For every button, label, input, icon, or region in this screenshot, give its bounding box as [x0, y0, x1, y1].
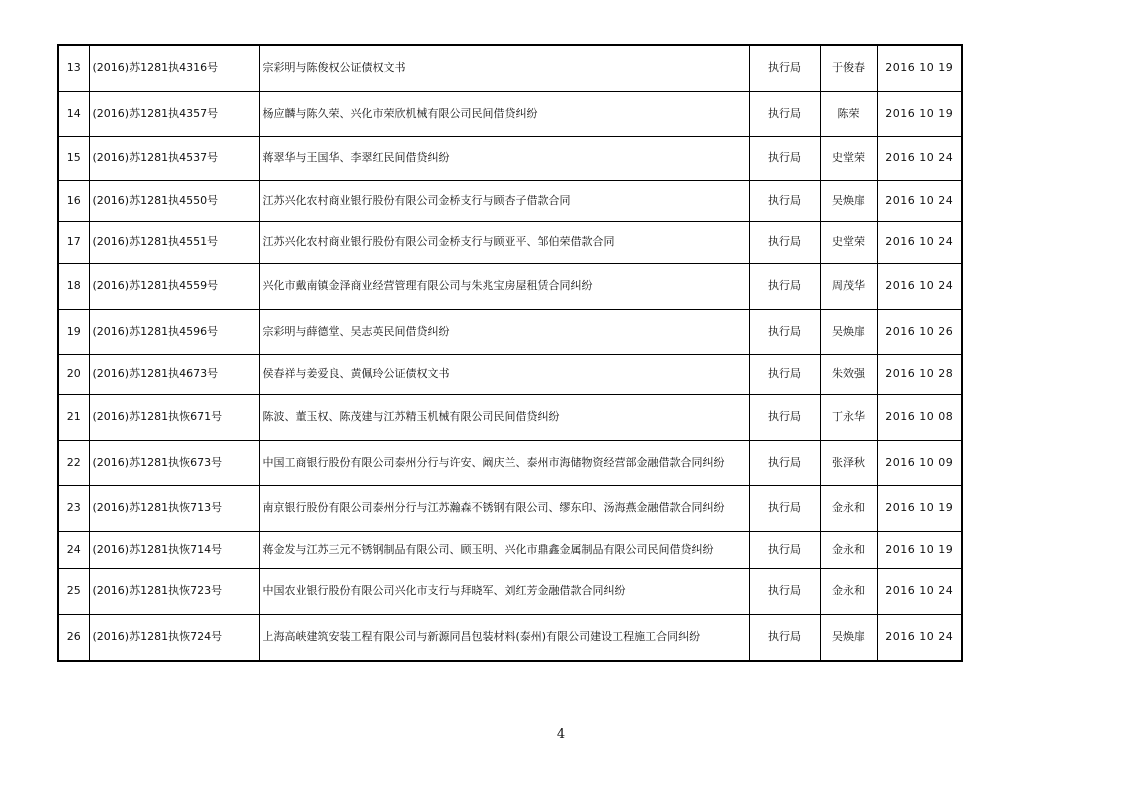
filing-date: 2016 10 24: [877, 568, 962, 614]
row-number: 18: [58, 263, 89, 309]
filing-date: 2016 10 24: [877, 136, 962, 180]
judge-name: 金永和: [820, 531, 877, 568]
case-title: 蒋金发与江苏三元不锈钢制品有限公司、顾玉明、兴化市鼎鑫金属制品有限公司民间借贷纠纷: [259, 531, 749, 568]
case-title: 南京银行股份有限公司泰州分行与江苏瀚森不锈钢有限公司、缪东印、汤海燕金融借款合同纠纷: [259, 485, 749, 531]
case-number: (2016)苏1281执恢671号: [89, 394, 259, 440]
judge-name: 金永和: [820, 485, 877, 531]
table-row: [58, 221, 962, 263]
row-number: 24: [58, 531, 89, 568]
row-number: 17: [58, 221, 89, 263]
judge-name: 周茂华: [820, 263, 877, 309]
judge-name: 于俊春: [820, 45, 877, 91]
case-number: (2016)苏1281执4357号: [89, 91, 259, 136]
case-title: 江苏兴化农村商业银行股份有限公司金桥支行与顾杏子借款合同: [259, 180, 749, 221]
case-number: (2016)苏1281执4550号: [89, 180, 259, 221]
page-number: 4: [556, 727, 566, 742]
judge-name: 陈荣: [820, 91, 877, 136]
department: 执行局: [749, 136, 820, 180]
filing-date: 2016 10 19: [877, 91, 962, 136]
judge-name: 丁永华: [820, 394, 877, 440]
case-number: (2016)苏1281执恢723号: [89, 568, 259, 614]
filing-date: 2016 10 26: [877, 309, 962, 354]
case-title: 上海高峡建筑安装工程有限公司与新源同昌包装材料(泰州)有限公司建设工程施工合同纠纷: [259, 614, 749, 661]
case-number: (2016)苏1281执4559号: [89, 263, 259, 309]
case-title: 宗彩明与薛德堂、吴志英民间借贷纠纷: [259, 309, 749, 354]
case-title: 江苏兴化农村商业银行股份有限公司金桥支行与顾亚平、邹伯荣借款合同: [259, 221, 749, 263]
case-number: (2016)苏1281执4537号: [89, 136, 259, 180]
case-title: 侯春祥与姜爱良、黄佩玲公证债权文书: [259, 354, 749, 394]
department: 执行局: [749, 568, 820, 614]
table-row: [58, 485, 962, 531]
department: 执行局: [749, 531, 820, 568]
table-row: [58, 136, 962, 180]
table-row: [58, 354, 962, 394]
table-row: [58, 568, 962, 614]
department: 执行局: [749, 485, 820, 531]
judge-name: 吴焕扉: [820, 614, 877, 661]
table-row: [58, 45, 962, 91]
table-row: [58, 263, 962, 309]
judge-name: 吴焕扉: [820, 309, 877, 354]
row-number: 21: [58, 394, 89, 440]
filing-date: 2016 10 19: [877, 485, 962, 531]
filing-date: 2016 10 19: [877, 531, 962, 568]
table-row: [58, 394, 962, 440]
case-title: 中国农业银行股份有限公司兴化市支行与拜晓军、刘红芳金融借款合同纠纷: [259, 568, 749, 614]
row-number: 16: [58, 180, 89, 221]
row-number: 14: [58, 91, 89, 136]
case-number: (2016)苏1281执恢714号: [89, 531, 259, 568]
row-number: 15: [58, 136, 89, 180]
filing-date: 2016 10 24: [877, 263, 962, 309]
case-number: (2016)苏1281执4673号: [89, 354, 259, 394]
row-number: 26: [58, 614, 89, 661]
department: 执行局: [749, 263, 820, 309]
judge-name: 史堂荣: [820, 136, 877, 180]
judge-name: 张泽秋: [820, 440, 877, 485]
department: 执行局: [749, 394, 820, 440]
department: 执行局: [749, 91, 820, 136]
row-number: 25: [58, 568, 89, 614]
table-row: [58, 440, 962, 485]
department: 执行局: [749, 309, 820, 354]
case-title: 陈波、董玉权、陈茂建与江苏精玉机械有限公司民间借贷纠纷: [259, 394, 749, 440]
case-number: (2016)苏1281执恢713号: [89, 485, 259, 531]
row-number: 22: [58, 440, 89, 485]
filing-date: 2016 10 28: [877, 354, 962, 394]
case-number: (2016)苏1281执4551号: [89, 221, 259, 263]
case-title: 蒋翠华与王国华、李翠红民间借贷纠纷: [259, 136, 749, 180]
table-row: [58, 531, 962, 568]
filing-date: 2016 10 24: [877, 180, 962, 221]
table-row: [58, 614, 962, 661]
row-number: 23: [58, 485, 89, 531]
case-number: (2016)苏1281执恢724号: [89, 614, 259, 661]
row-number: 19: [58, 309, 89, 354]
filing-date: 2016 10 24: [877, 614, 962, 661]
case-title: 兴化市戴南镇金泽商业经营管理有限公司与朱兆宝房屋租赁合同纠纷: [259, 263, 749, 309]
department: 执行局: [749, 221, 820, 263]
table-row: [58, 180, 962, 221]
judge-name: 吴焕扉: [820, 180, 877, 221]
filing-date: 2016 10 19: [877, 45, 962, 91]
filing-date: 2016 10 24: [877, 221, 962, 263]
department: 执行局: [749, 440, 820, 485]
department: 执行局: [749, 45, 820, 91]
department: 执行局: [749, 354, 820, 394]
filing-date: 2016 10 09: [877, 440, 962, 485]
case-title: 中国工商银行股份有限公司泰州分行与许安、阚庆兰、泰州市海储物资经营部金融借款合同纠纷: [259, 440, 749, 485]
department: 执行局: [749, 180, 820, 221]
case-number: (2016)苏1281执恢673号: [89, 440, 259, 485]
judge-name: 朱效强: [820, 354, 877, 394]
case-number: (2016)苏1281执4316号: [89, 45, 259, 91]
case-title: 杨应麟与陈久荣、兴化市荣欣机械有限公司民间借贷纠纷: [259, 91, 749, 136]
row-number: 13: [58, 45, 89, 91]
table-row: [58, 309, 962, 354]
row-number: 20: [58, 354, 89, 394]
case-list-table: [57, 44, 963, 662]
table-row: [58, 91, 962, 136]
case-number: (2016)苏1281执4596号: [89, 309, 259, 354]
judge-name: 金永和: [820, 568, 877, 614]
case-list-body: [58, 45, 962, 661]
department: 执行局: [749, 614, 820, 661]
case-title: 宗彩明与陈俊权公证债权文书: [259, 45, 749, 91]
judge-name: 史堂荣: [820, 221, 877, 263]
filing-date: 2016 10 08: [877, 394, 962, 440]
